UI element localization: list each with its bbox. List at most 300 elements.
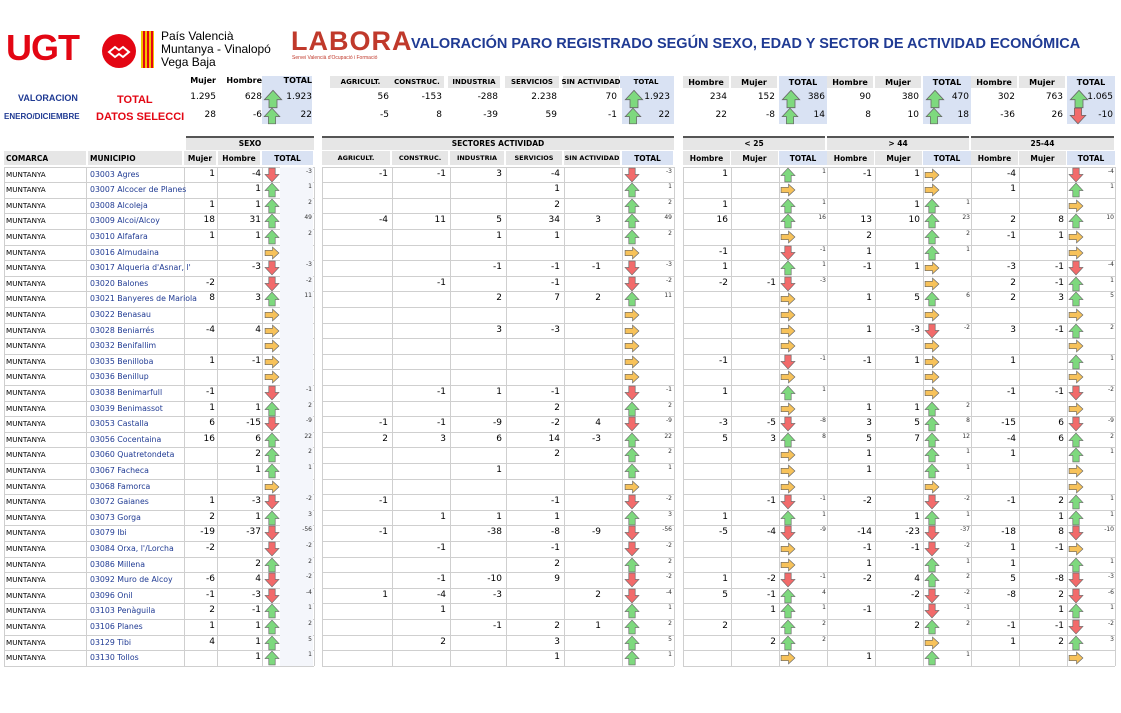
age-2-total: 1 [1110, 604, 1114, 612]
sexo-hombre: -3 [252, 262, 261, 273]
arrow-down-icon [624, 588, 640, 604]
sexo-hombre: 31 [249, 215, 261, 226]
sector-total: 1 [668, 651, 672, 659]
sector-val-3: -1 [551, 542, 560, 553]
arrow-right-icon [1068, 307, 1084, 323]
col-line [262, 167, 263, 666]
summary-sexo-sel-0: 28 [204, 110, 216, 120]
age-2-hombre: 2 [1010, 293, 1016, 304]
arrow-down-icon [264, 572, 280, 588]
arrow-up-icon [624, 182, 640, 198]
arrow-down-icon [1068, 525, 1084, 541]
sector-val-4: 2 [595, 589, 601, 600]
sector-val-0: -4 [379, 215, 388, 226]
age-1-mujer: 1 [914, 199, 920, 210]
arrow-down-icon [1068, 385, 1084, 401]
sector-total: 3 [668, 510, 672, 518]
sector-val-3: 14 [548, 433, 560, 444]
age-0-total: 1 [822, 604, 826, 612]
age-1-total: 8 [966, 417, 970, 425]
sexo-total: 2 [308, 619, 312, 627]
row-line [683, 479, 1115, 480]
municipio-link[interactable]: 03020 Balones [90, 278, 149, 288]
sexo-hombre: 1 [255, 652, 261, 663]
age-2-hombre: 2 [1010, 277, 1016, 288]
age-0-hombre: 1 [722, 386, 728, 397]
municipio-link[interactable]: 03056 Cocentaina [90, 434, 162, 444]
arrow-up-icon [781, 107, 799, 125]
age-0-hombre: -1 [719, 246, 728, 257]
col-age-1-1: Mujer [875, 151, 922, 165]
arrow-down-icon [780, 494, 796, 510]
age-1-hombre: 5 [866, 433, 872, 444]
sector-total: -1 [666, 385, 672, 393]
arrow-up-icon [780, 385, 796, 401]
summary-age-2-total-1: 763 [1045, 92, 1063, 102]
age-1-mujer: 4 [914, 574, 920, 585]
arrow-down-icon [1068, 572, 1084, 588]
sector-total: -2 [666, 573, 672, 581]
col-sexo-0: Mujer [184, 151, 216, 165]
age-1-hombre: -2 [863, 496, 872, 507]
arrow-up-icon [924, 291, 940, 307]
col-sector-1: CONSTRUC. [392, 151, 448, 165]
arrow-up-icon [264, 447, 280, 463]
age-2-total: -6 [1108, 588, 1114, 596]
summary-sector-col-4: SIN ACTIVIDAD [561, 78, 621, 86]
municipio-link[interactable]: 03084 Orxa, l'/Lorcha [90, 543, 174, 553]
municipio-link[interactable]: 03067 Facheca [90, 465, 149, 475]
sexo-mujer: 1 [209, 168, 215, 179]
municipio-link[interactable]: 03032 Benifallim [90, 341, 157, 351]
arrow-right-icon [924, 385, 940, 401]
sexo-total: -2 [306, 495, 312, 503]
sexo-total: 2 [308, 401, 312, 409]
sector-val-1: 11 [434, 215, 446, 226]
col-age-2-2: TOTAL [1067, 151, 1115, 165]
section-gt44-header: > 44 [827, 136, 969, 150]
arrow-right-icon [264, 369, 280, 385]
arrow-up-icon [263, 89, 283, 109]
age-1-hombre: -14 [857, 527, 872, 538]
arrow-up-icon [924, 572, 940, 588]
age-2-hombre: 2 [1010, 215, 1016, 226]
arrow-down-icon [264, 494, 280, 510]
municipio-link[interactable]: 03021 Banyeres de Mariola [90, 294, 197, 304]
sector-total: 11 [664, 292, 672, 300]
arrow-up-icon [924, 510, 940, 526]
arrow-up-icon [924, 619, 940, 635]
sexo-hombre: 1 [255, 184, 261, 195]
age-0-mujer: -2 [767, 574, 776, 585]
row-line [683, 666, 1115, 667]
row-line [683, 557, 1115, 558]
age-1-hombre: 2 [866, 230, 872, 241]
age-0-hombre: 5 [722, 433, 728, 444]
municipio-link[interactable]: 03060 Quatretondeta [90, 450, 175, 460]
age-2-hombre: -1 [1007, 496, 1016, 507]
age-1-total: 1 [966, 510, 970, 518]
sexo-hombre: 1 [255, 620, 261, 631]
arrow-up-icon [780, 510, 796, 526]
arrow-down-icon [780, 572, 796, 588]
sector-val-4: -3 [592, 433, 601, 444]
row-line [683, 307, 1115, 308]
arrow-right-icon [264, 307, 280, 323]
municipio-link[interactable]: 03053 Castalla [90, 419, 149, 429]
row-line [322, 666, 674, 667]
sector-val-2: -9 [493, 418, 502, 429]
valoracion-label: VALORACION [18, 93, 78, 103]
arrow-right-icon [624, 245, 640, 261]
sexo-mujer: -4 [206, 324, 215, 335]
age-2-total: 1 [1110, 448, 1114, 456]
age-2-total: 2 [1110, 323, 1114, 331]
summary-age-1-col-0: Hombre [827, 76, 873, 88]
municipio-link[interactable]: 03096 Onil [90, 590, 133, 600]
summary-sector-total-5: 1.923 [644, 92, 670, 102]
sector-val-2: -1 [493, 620, 502, 631]
age-1-total: 2 [966, 229, 970, 237]
arrow-right-icon [264, 354, 280, 370]
sector-val-1: -1 [437, 277, 446, 288]
arrow-up-icon [263, 107, 281, 125]
comarca-cell: MUNTANYA [6, 497, 46, 507]
sexo-total: 49 [304, 214, 312, 222]
sector-val-3: -1 [551, 262, 560, 273]
age-1-hombre: 1 [866, 449, 872, 460]
sector-val-3: -1 [551, 277, 560, 288]
age-2-total: 10 [1106, 214, 1114, 222]
age-1-total: -1 [964, 604, 970, 612]
age-1-hombre: -2 [863, 574, 872, 585]
age-0-mujer: 2 [770, 636, 776, 647]
municipio-link[interactable]: 03028 Beniarrés [90, 325, 155, 335]
arrow-right-icon [780, 463, 796, 479]
age-1-total: -2 [964, 495, 970, 503]
sector-val-2: 1 [496, 464, 502, 475]
summary-age-2-total-0: 302 [997, 92, 1015, 102]
age-2-mujer: 1 [1058, 511, 1064, 522]
sexo-hombre: 1 [255, 199, 261, 210]
age-1-hombre: 1 [866, 293, 872, 304]
sexo-total: 3 [308, 510, 312, 518]
sector-total: 1 [668, 463, 672, 471]
arrow-right-icon [924, 276, 940, 292]
municipio-link[interactable]: 03008 Alcoleja [90, 200, 148, 210]
summary-sector-total-2: -288 [477, 92, 498, 102]
arrow-right-icon [780, 291, 796, 307]
municipio-link[interactable]: 03129 Tibi [90, 637, 132, 647]
sector-val-2: -1 [493, 262, 502, 273]
age-1-mujer: -2 [911, 589, 920, 600]
section-blank [4, 136, 184, 150]
sector-val-3: 1 [554, 652, 560, 663]
arrow-up-icon [264, 182, 280, 198]
summary-age-0-total-1: 152 [757, 92, 775, 102]
sector-val-3: 2 [554, 402, 560, 413]
age-2-total: -10 [1104, 526, 1114, 534]
labora-subtitle: Servei Valencià d'Ocupació i Formació [292, 55, 378, 61]
row-line [683, 447, 1115, 448]
age-2-hombre: -3 [1007, 262, 1016, 273]
arrow-up-icon [924, 650, 940, 666]
age-1-hombre: 1 [866, 246, 872, 257]
arrow-down-icon [1068, 619, 1084, 635]
summary-age-2-col-2: TOTAL [1067, 76, 1115, 88]
col-line [314, 167, 315, 666]
sector-total: 5 [668, 635, 672, 643]
age-1-mujer: 10 [908, 215, 920, 226]
age-0-total: 2 [822, 619, 826, 627]
sector-val-1: 1 [440, 605, 446, 616]
age-2-mujer: -1 [1055, 542, 1064, 553]
col-age-2-0: Hombre [971, 151, 1018, 165]
arrow-up-icon [264, 603, 280, 619]
age-1-total: 1 [966, 448, 970, 456]
sexo-total: 2 [308, 448, 312, 456]
arrow-up-icon [624, 107, 642, 125]
comarca-cell: MUNTANYA [6, 481, 46, 491]
age-2-total: 5 [1110, 292, 1114, 300]
summary-age-2-total-2: 1.065 [1087, 92, 1113, 102]
age-2-mujer: 2 [1058, 636, 1064, 647]
arrow-up-icon [264, 229, 280, 245]
arrow-up-icon [925, 89, 945, 109]
col-line [674, 167, 675, 666]
comarca-cell: MUNTANYA [6, 543, 46, 553]
arrow-up-icon [924, 416, 940, 432]
age-1-mujer: 7 [914, 433, 920, 444]
summary-sector-col-3: SERVICIOS [505, 76, 559, 88]
sexo-hombre: -4 [252, 168, 261, 179]
municipio-link[interactable]: 03016 Almudaina [90, 247, 159, 257]
sector-val-1: -1 [437, 418, 446, 429]
summary-sexo-sel-1: -6 [253, 110, 262, 120]
sector-val-3: 2 [554, 558, 560, 569]
arrow-right-icon [780, 307, 796, 323]
municipio-link[interactable]: 03092 Muro de Alcoy [90, 575, 173, 585]
arrow-up-icon [624, 557, 640, 573]
municipio-link[interactable]: 03009 Alcoi/Alcoy [90, 216, 160, 226]
sector-val-2: 3 [496, 324, 502, 335]
total-label: TOTAL [117, 94, 153, 106]
arrow-down-icon [264, 385, 280, 401]
arrow-down-icon [624, 385, 640, 401]
arrow-up-icon [264, 557, 280, 573]
col-municipio: MUNICIPIO [88, 151, 182, 165]
age-2-hombre: -8 [1007, 589, 1016, 600]
sexo-total: 5 [308, 635, 312, 643]
age-2-total: -9 [1108, 417, 1114, 425]
page-title: VALORACIÓN PARO REGISTRADO SEGÚN SEXO, EDAD Y SECTOR DE ACTIVIDAD ECONÓMICA [411, 36, 1081, 52]
sexo-hombre: 2 [255, 558, 261, 569]
sexo-mujer: 1 [209, 402, 215, 413]
age-1-mujer: -1 [911, 542, 920, 553]
col-age-0-1: Mujer [731, 151, 778, 165]
age-0-mujer: -1 [767, 277, 776, 288]
sexo-hombre: 3 [255, 293, 261, 304]
sector-val-3: 1 [554, 511, 560, 522]
age-2-hombre: -4 [1007, 433, 1016, 444]
arrow-down-icon [924, 494, 940, 510]
arrow-right-icon [924, 167, 940, 183]
summary-sector-total-0: 56 [377, 92, 389, 102]
col-sector-3: SERVICIOS [506, 151, 562, 165]
sexo-mujer: 18 [203, 215, 215, 226]
municipio-link[interactable]: 03073 Gorga [90, 512, 141, 522]
summary-age-1-col-1: Mujer [875, 76, 921, 88]
summary-age-0-sel-1: -8 [766, 110, 775, 120]
arrow-up-icon [624, 401, 640, 417]
age-0-hombre: -3 [719, 418, 728, 429]
age-0-hombre: 1 [722, 199, 728, 210]
arrow-right-icon [780, 650, 796, 666]
arrow-up-icon [780, 213, 796, 229]
summary-sector-sel-5: 22 [658, 110, 670, 120]
arrow-down-icon [624, 541, 640, 557]
summary-sector-col-1: CONSTRUC. [390, 76, 444, 88]
arrow-down-icon [1068, 588, 1084, 604]
comarca-cell: MUNTANYA [6, 356, 46, 366]
summary-sector-col-5: TOTAL [620, 76, 672, 88]
municipio-link[interactable]: 03106 Planes [90, 621, 143, 631]
datos-seleccion-label: DATOS SELECCI [96, 111, 185, 123]
comarca-cell: MUNTANYA [6, 637, 46, 647]
municipio-link[interactable]: 03010 Alfafara [90, 231, 148, 241]
municipio-link[interactable]: 03038 Benimarfull [90, 387, 163, 397]
age-1-total: 2 [966, 401, 970, 409]
arrow-right-icon [1068, 369, 1084, 385]
municipio-link[interactable]: 03035 Benilloba [90, 356, 154, 366]
age-2-total: -2 [1108, 619, 1114, 627]
age-2-total: 1 [1110, 276, 1114, 284]
arrow-up-icon [624, 198, 640, 214]
summary-age-1-total-1: 380 [901, 92, 919, 102]
arrow-up-icon [1068, 557, 1084, 573]
arrow-down-icon [924, 603, 940, 619]
age-2-mujer: -1 [1055, 324, 1064, 335]
summary-sexo-sel-2: 22 [300, 110, 312, 120]
arrow-right-icon [624, 369, 640, 385]
arrow-up-icon [624, 213, 640, 229]
arrow-down-icon [924, 323, 940, 339]
age-2-mujer: 1 [1058, 605, 1064, 616]
age-1-hombre: -1 [863, 168, 872, 179]
age-1-mujer: 1 [914, 168, 920, 179]
sexo-total: 11 [304, 292, 312, 300]
comarca-cell: MUNTANYA [6, 231, 46, 241]
sector-val-3: 7 [554, 293, 560, 304]
municipio-link[interactable]: 03130 Tollos [90, 653, 139, 663]
arrow-down-icon [1068, 167, 1084, 183]
arrow-up-icon [264, 432, 280, 448]
summary-sector-sel-2: -39 [483, 110, 498, 120]
arrow-right-icon [624, 323, 640, 339]
section-lt25-header: < 25 [683, 136, 825, 150]
arrow-right-icon [924, 260, 940, 276]
age-0-hombre: 1 [722, 262, 728, 273]
age-0-hombre: 5 [722, 589, 728, 600]
comarca-cell: MUNTANYA [6, 528, 46, 538]
arrow-down-icon [264, 541, 280, 557]
age-1-hombre: 1 [866, 324, 872, 335]
sexo-mujer: -6 [206, 574, 215, 585]
arrow-right-icon [780, 229, 796, 245]
summary-sexo-total-2: 1.923 [286, 92, 312, 102]
arrow-right-icon [624, 479, 640, 495]
arrow-right-icon [624, 338, 640, 354]
municipio-link[interactable]: 03039 Benimassot [90, 403, 163, 413]
summary-sector-total-1: -153 [421, 92, 442, 102]
arrow-right-icon [1068, 198, 1084, 214]
arrow-up-icon [780, 588, 796, 604]
age-0-total: -3 [820, 276, 826, 284]
sexo-hombre: 1 [255, 402, 261, 413]
sexo-hombre: 4 [255, 324, 261, 335]
comarca-cell: MUNTANYA [6, 450, 46, 460]
age-2-hombre: 1 [1010, 355, 1016, 366]
arrow-right-icon [264, 245, 280, 261]
arrow-right-icon [924, 307, 940, 323]
arrow-up-icon [624, 510, 640, 526]
summary-age-0-col-0: Hombre [683, 76, 729, 88]
region-block [161, 30, 271, 69]
age-1-total: -2 [964, 541, 970, 549]
municipio-link[interactable]: 03068 Famorca [90, 481, 151, 491]
municipio-link[interactable]: 03072 Gaianes [90, 497, 149, 507]
municipio-link[interactable]: 03003 Agres [90, 169, 140, 179]
row-line [683, 463, 1115, 464]
municipio-link[interactable]: 03079 Ibi [90, 528, 127, 538]
age-0-total: -1 [820, 573, 826, 581]
municipio-link[interactable]: 03086 Millena [90, 559, 146, 569]
sexo-total: -2 [306, 541, 312, 549]
labora-logo-text: LABORA [291, 26, 413, 56]
sector-val-2: 3 [496, 168, 502, 179]
arrow-down-icon [264, 260, 280, 276]
age-1-hombre: 1 [866, 652, 872, 663]
municipio-link[interactable]: 03017 Alqueria d'Asnar, l' [90, 263, 191, 273]
municipio-link[interactable]: 03007 Alcocer de Planes [90, 185, 187, 195]
summary-age-0-sel-0: 22 [715, 110, 727, 120]
sector-val-0: 2 [382, 433, 388, 444]
age-1-hombre: 1 [866, 464, 872, 475]
sexo-hombre: -1 [252, 355, 261, 366]
comarca-cell: MUNTANYA [6, 278, 46, 288]
arrow-right-icon [780, 541, 796, 557]
age-2-total: 1 [1110, 495, 1114, 503]
arrow-down-icon [624, 167, 640, 183]
row-line [683, 650, 1115, 651]
sector-val-1: 3 [440, 433, 446, 444]
age-1-hombre: -1 [863, 605, 872, 616]
sexo-mujer: 1 [209, 496, 215, 507]
comarca-cell: MUNTANYA [6, 247, 46, 257]
municipio-link[interactable]: 03022 Benasau [90, 309, 151, 319]
comarca-cell: MUNTANYA [6, 341, 46, 351]
age-0-total: -8 [820, 417, 826, 425]
sexo-mujer: 2 [209, 511, 215, 522]
comarca-cell: MUNTANYA [6, 606, 46, 616]
sector-val-3: -4 [551, 168, 560, 179]
age-2-total: 3 [1110, 635, 1114, 643]
sector-total: 2 [668, 557, 672, 565]
municipio-link[interactable]: 03036 Benillup [90, 372, 149, 382]
sector-val-3: -1 [551, 496, 560, 507]
age-1-hombre: -1 [863, 355, 872, 366]
municipio-link[interactable]: 03103 Penàguila [90, 606, 156, 616]
